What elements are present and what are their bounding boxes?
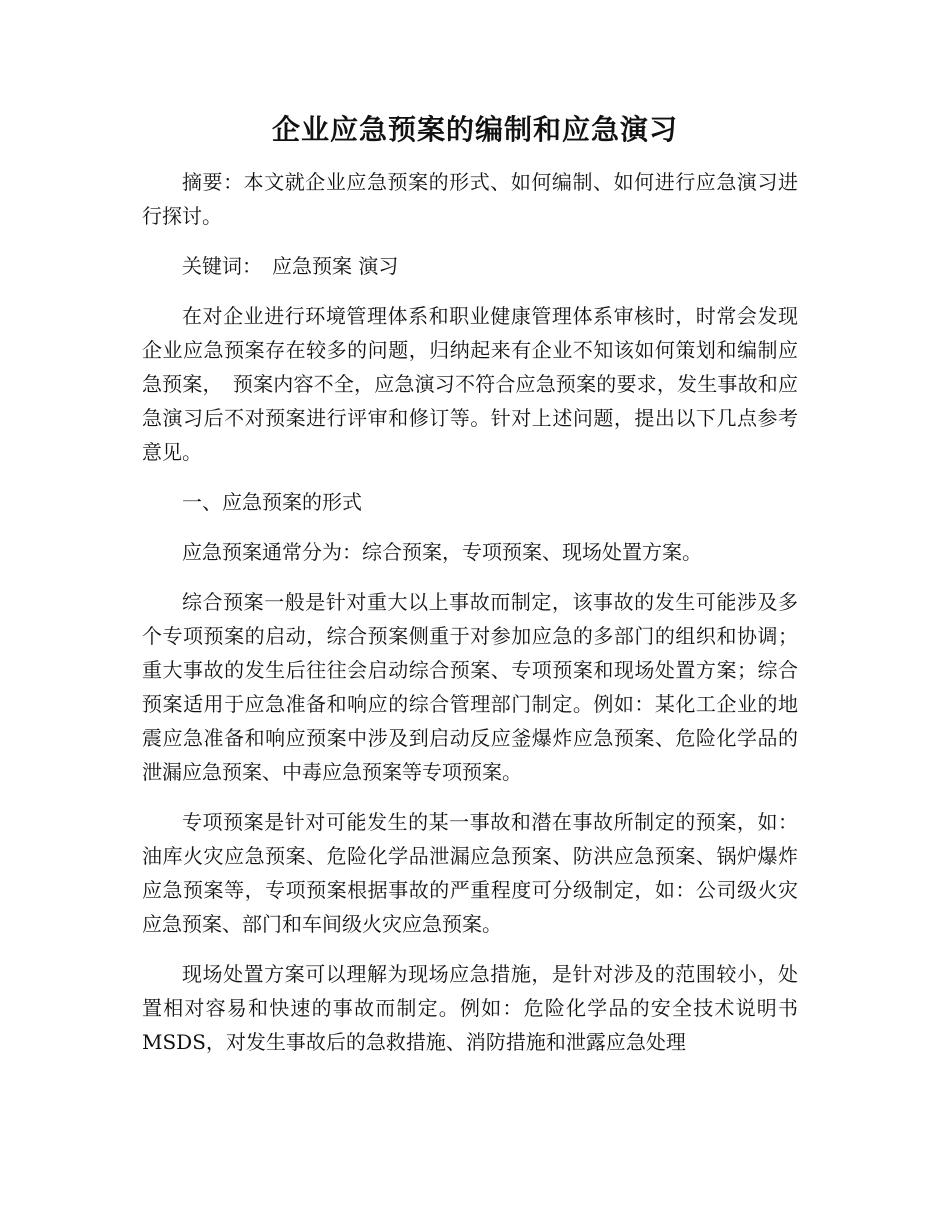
keywords-paragraph: 关键词： 应急预案 演习 (182, 254, 399, 278)
document-body (142, 165, 798, 1075)
abstract-paragraph: 摘要：本文就企业应急预案的形式、如何编制、如何进行应急演习进行探讨。 (142, 170, 798, 228)
intro-paragraph: 在对企业进行环境管理体系和职业健康管理体系审核时，时常会发现企业应急预案存在较多的问题，归纳起来有企业不知该如何策划和编制应急预案， 预案内容不全，应急演习不符合应急预案的要求，发生事故和应急演习后不对预案进行评审和修订等。针对上述问题，提出以下几点参考意见。 (142, 304, 798, 464)
section-heading: 一、应急预案的形式 (182, 490, 362, 514)
body-paragraph: 综合预案一般是针对重大以上事故而制定，该事故的发生可能涉及多个专项预案的启动，综合预案侧重于对参加应急的多部门的组织和协调；重大事故的发生后往往会启动综合预案、专项预案和现场处置方案；综合预案适用于应急准备和响应的综合管理部门制定。例如：某化工企业的地震应急准备和响应预案中涉及到启动反应釜爆炸应急预案、危险化学品的泄漏应急预案、中毒应急预案等专项预案。 (142, 590, 798, 784)
body-paragraph: 专项预案是针对可能发生的某一事故和潜在事故所制定的预案，如：油库火灾应急预案、危险化学品泄漏应急预案、防洪应急预案、锅炉爆炸应急预案等，专项预案根据事故的严重程度可分级制定，如：公司级火灾应急预案、部门和车间级火灾应急预案。 (142, 810, 798, 936)
document-title: 企业应急预案的编制和应急演习 (271, 113, 678, 146)
body-paragraph: 现场处置方案可以理解为现场应急措施，是针对涉及的范围较小，处置相对容易和快速的事故而制定。例如：危险化学品的安全技术说明书MSDS，对发生事故后的急救措施、消防措施和泄露应急处理 (142, 962, 798, 1054)
body-paragraph: 应急预案通常分为：综合预案，专项预案、现场处置方案。 (182, 540, 702, 564)
